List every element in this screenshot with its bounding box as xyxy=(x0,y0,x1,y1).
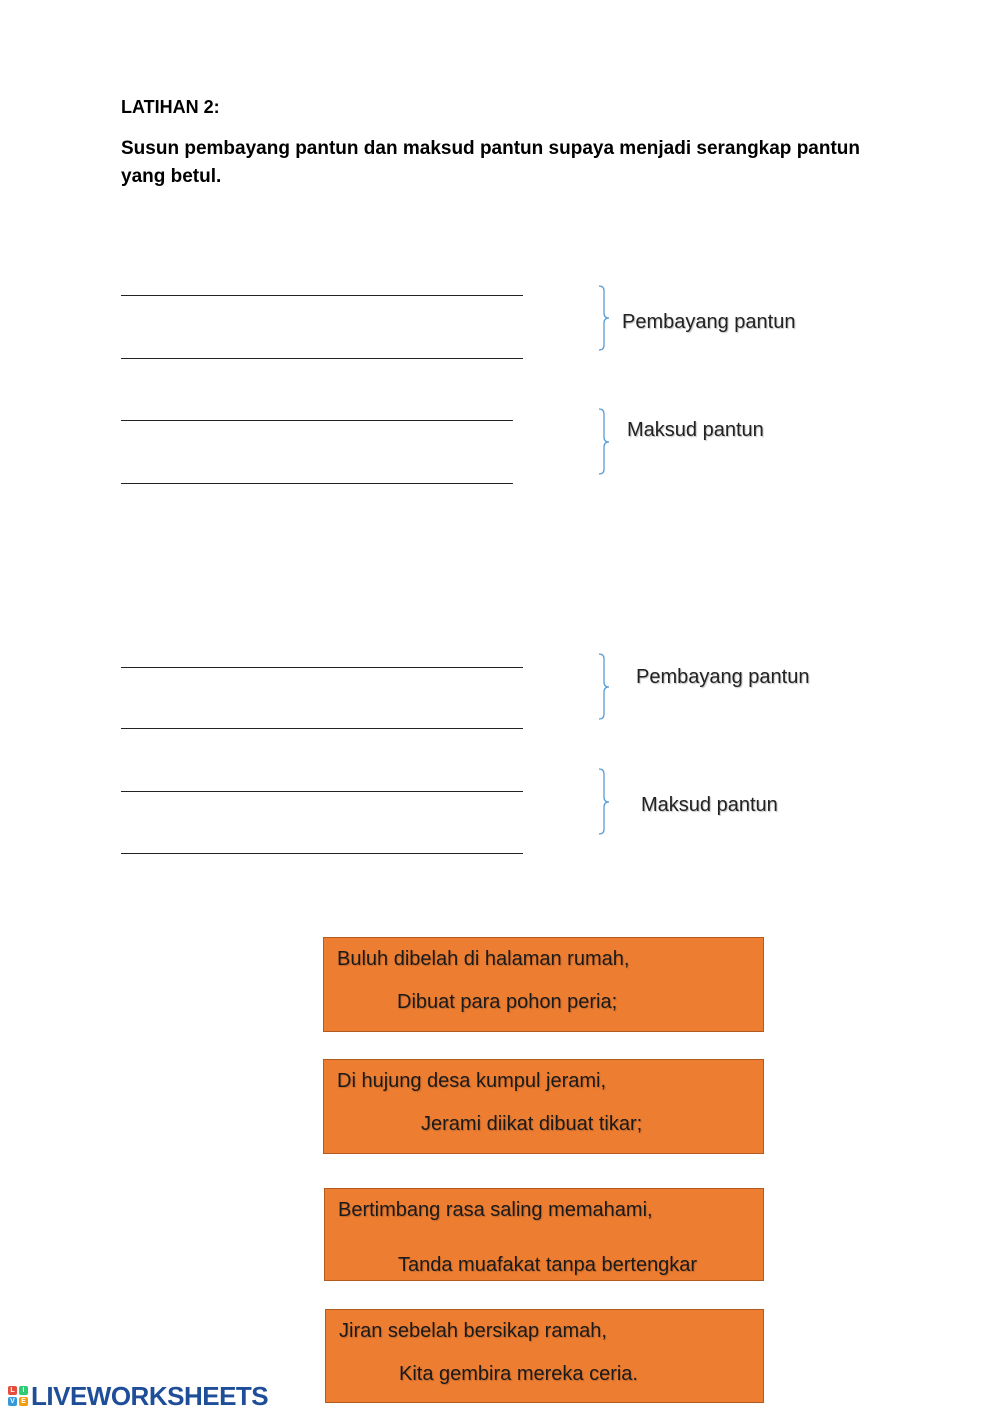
logo-mark-icon xyxy=(8,1386,28,1406)
answer-line-4[interactable] xyxy=(121,483,513,484)
card-line-2: Dibuat para pohon peria; xyxy=(397,991,618,1013)
logo-mark-letter: I xyxy=(19,1386,28,1395)
card-line-1: Bertimbang rasa saling memahami, xyxy=(338,1199,653,1221)
answer-line-3[interactable] xyxy=(121,420,513,421)
label-maksud-pantun: Maksud pantun xyxy=(641,794,778,816)
label-pembayang-pantun: Pembayang pantun xyxy=(636,666,810,688)
card-line-2: Tanda muafakat tanpa bertengkar xyxy=(398,1254,698,1276)
brace-maksud-1 xyxy=(598,408,610,475)
worksheet-instruction: Susun pembayang pantun dan maksud pantun supaya menjadi serangkap pantun yang betul. xyxy=(121,138,861,187)
answer-line-1[interactable] xyxy=(121,295,523,296)
draggable-card[interactable] xyxy=(323,937,764,1032)
logo-mark-letter: E xyxy=(19,1397,28,1406)
draggable-card[interactable] xyxy=(323,1059,764,1154)
logo-text: LIVEWORKSHEETS xyxy=(31,1380,269,1411)
label-pembayang-pantun: Pembayang pantun xyxy=(622,311,796,333)
card-line-1: Buluh dibelah di halaman rumah, xyxy=(337,948,630,970)
brace-maksud-2 xyxy=(598,768,610,835)
card-line-2: Kita gembira mereka ceria. xyxy=(399,1363,638,1385)
brace-pembayang-1 xyxy=(598,285,610,351)
logo-mark-letter: V xyxy=(8,1397,17,1406)
answer-line-2[interactable] xyxy=(121,358,523,359)
card-line-2: Jerami diikat dibuat tikar; xyxy=(421,1113,643,1135)
label-maksud-pantun: Maksud pantun xyxy=(627,419,764,441)
card-line-1: Di hujung desa kumpul jerami, xyxy=(337,1070,607,1092)
card-line-1: Jiran sebelah bersikap ramah, xyxy=(339,1320,607,1342)
answer-line-7[interactable] xyxy=(121,791,523,792)
brace-pembayang-2 xyxy=(598,653,610,720)
answer-line-8[interactable] xyxy=(121,853,523,854)
answer-line-6[interactable] xyxy=(121,728,523,729)
logo-mark-letter: L xyxy=(8,1386,17,1395)
draggable-card[interactable] xyxy=(325,1309,764,1403)
draggable-card[interactable] xyxy=(324,1188,764,1281)
answer-line-5[interactable] xyxy=(121,667,523,668)
worksheet-title: LATIHAN 2: xyxy=(121,97,220,117)
liveworksheets-logo xyxy=(8,1380,268,1412)
